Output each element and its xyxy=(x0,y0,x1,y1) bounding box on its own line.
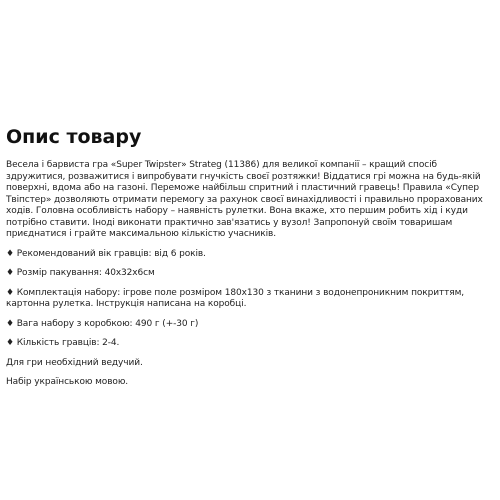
spec-contents: ♦ Комплектація набору: ігрове поле розміром 180х130 з тканини з водонепроникним покриттям, картонна рулетка. Інструкція написана на коробці. xyxy=(6,287,465,309)
intro-paragraph: Весела і барвиста гра «Super Twipster» Strateg (11386) для великої компанії – кращий спосіб здружитися, розважитися і випробувати гнучкість своєї розтяжки! Віддатися грі можна на будь-якій поверхні, вдома або на газоні. Переможе найбільш спритний і пластичний гравець! Правила «Супер Твіпстер» дозволяють отримати перемогу за рахунок своєї винахідливості і правильно прорахованих ходів. Головна особливість набору – наявність рулетки. Вона вкаже, хто першим робить хід і куди потрібно ставити. Іноді виконати практично зав'язатись у вузол! Запропонуй своїм товаришам приєднатися і грайте максимальною кількістю учасників. xyxy=(6,160,483,239)
spec-weight: ♦ Вага набору з коробкою: 490 г (+-30 г) xyxy=(6,318,199,329)
note-host: Для гри необхідний ведучий. xyxy=(6,357,143,368)
spec-players: ♦ Кількість гравців: 2-4. xyxy=(6,338,120,348)
spec-age: ♦ Рекомендований вік гравців: від 6 років. xyxy=(6,248,206,259)
section-title: Опис товару xyxy=(6,126,142,148)
spec-package-size: ♦ Розмір пакування: 40х32х6см xyxy=(6,268,155,278)
note-language: Набір українською мовою. xyxy=(6,377,129,387)
product-description xyxy=(6,126,494,397)
